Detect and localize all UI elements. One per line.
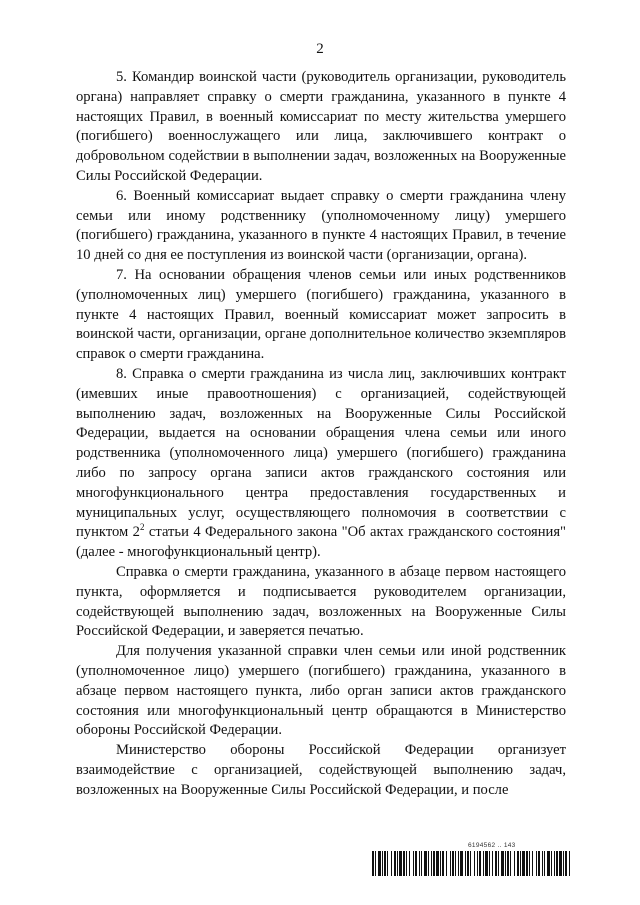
paragraph-8-tail: статьи 4 Федерального закона "Об актах гражданского состояния" (далее - многофункциональный центр). (76, 524, 566, 561)
document-code: 6194562 .. 143 (468, 842, 516, 849)
paragraph-8-text: 8. Справка о смерти гражданина из числа лиц, заключивших контракт (имевших иные правоотношения) с организацией, содействующей выполнению задач, возложенных на Вооруженные Силы Российской Федерации, выдается на основании обращения члена семьи или иного родственника (уполномоченного лица) умершего (погибшего) гражданина либо по запросу органа записи актов гражданского состояния или многофункционального центра предоставления государственных и муниципальных услуг, осуществляющего полномочия в соответствии с пунктом 2 (76, 365, 566, 541)
paragraph-8-abzac-2: Справка о смерти гражданина, указанного в абзаце первом настоящего пункта, оформляется и подписывается руководителем организации, содействующей выполнению задач, возложенных на Вооруженные Силы Российской Федерации, и заверяется печатью. (76, 563, 566, 640)
barcode-image (372, 851, 570, 876)
paragraph-8-abzac-3: Для получения указанной справки член семьи или иной родственник (уполномоченное лицо) умершего (погибшего) гражданина, указанного в абзаце первом настоящего пункта, либо орган записи актов гражданского состояния или многофункциональный центр обращаются в Министерство обороны Российской Федерации. (76, 643, 566, 739)
superscript: 2 (139, 522, 145, 533)
paragraph-8 (76, 365, 566, 563)
paragraph-6: 6. Военный комиссариат выдает справку о смерти гражданина члену семьи или иному родственнику (уполномоченному лицу) умершего (погибшего) гражданина, указанного в пункте 4 настоящих Правил, в течение 10 дней со дня ее поступления из воинской части (организации, органа). (76, 187, 566, 264)
paragraph-8-abzac-4: Министерство обороны Российской Федерации организует взаимодействие с организацией, содействующей выполнению задач, возложенных на Вооруженные Силы Российской Федерации, и после (76, 742, 566, 798)
paragraph-7: 7. На основании обращения членов семьи или иных родственников (уполномоченных лиц) умершего (погибшего) гражданина, указанного в пункте 4 настоящих Правил, военный комиссариат может запросить в воинской части, организации, органе дополнительное количество экземпляров справок о смерти гражданина. (76, 266, 566, 363)
paragraph-5: 5. Командир воинской части (руководитель организации, руководитель органа) направляет справку о смерти гражданина, указанного в пункте 4 настоящих Правил, в военный комиссариат по месту жительства умершего (погибшего) военнослужащего или лица, заключившего контракт о добровольном содействии в выполнении задач, возложенных на Вооруженные Силы Российской Федерации. (76, 69, 566, 184)
document-body (76, 68, 566, 800)
page-number: 2 (316, 41, 324, 57)
